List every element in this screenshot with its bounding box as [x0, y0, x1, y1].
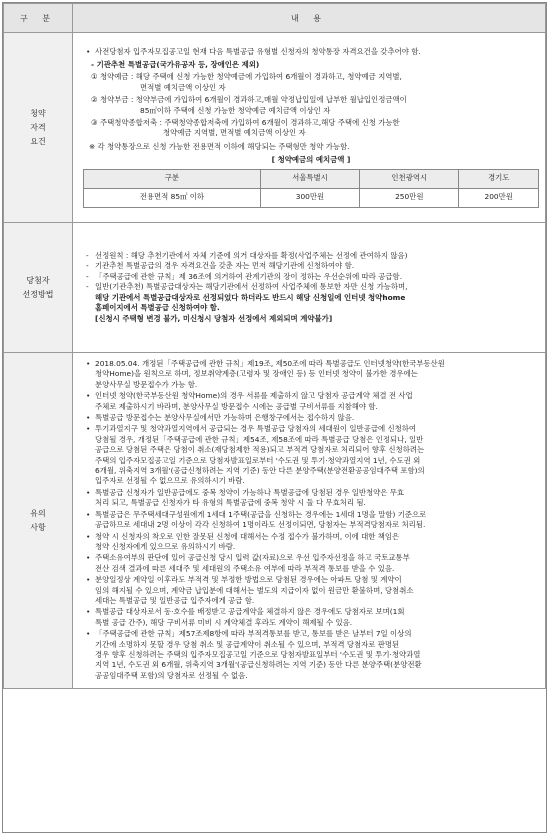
- notes-item-line: 지역 1년, 수도권 외 6개월, 위축지역 3개월'(공급신청하려는 지역 기준) 동안 다른 분양주택(분양전환: [95, 660, 422, 670]
- deposit-header-cell: 경기도: [459, 169, 539, 188]
- notes-item-line: 당첨될 경우, 개정된「주택공급에 관한 규칙」제54조, 제58조에 따라 특별공급 당첨은 인정되나, 일반: [95, 434, 424, 444]
- notes-item: [95, 391, 539, 412]
- notes-item-line: • 주택소유여부의 판단에 있어 공급신청 당시 입력 값(자료)으로 우선 입주자선정을 하고 국토교통부: [95, 553, 410, 563]
- notes-item-line: • 「주택공급에 관한 규칙」제57조제8항에 따라 부적격통보를 받고, 통보를 받은 날부터 7일 이상의: [95, 629, 412, 639]
- notes-item-line: 특별 공급 간주), 해당 구비서류 미비 시 계약체결 후라도 계약이 해제될 수 있음.: [95, 617, 353, 627]
- selection-item: - 기관추천 특별공급의 경우 자격요건을 갖춘 자는 먼저 해당기관에 신청하여야 함.: [95, 261, 539, 271]
- notes-item: [95, 575, 539, 606]
- notes-item-line: 청약Home)을 원칙으로 하며, 정보취약계층(고령자 및 장애인 등) 등 인터넷 청약이 불가한 경우에는: [95, 369, 418, 379]
- deposit-header-cell: 구분: [84, 169, 261, 188]
- notes-list: [83, 359, 539, 681]
- notes-item: [95, 488, 539, 509]
- notes-item-line: 6개월, 위축지역 3개월'(공급신청하려는 지역 기준) 동안 다른 분양주택(분양전환공공임대주택 포함)의: [95, 466, 425, 476]
- notes-item-line: • 특별공급 신청자가 일반공급에도 중복 청약이 가능하나 특별공급에 당첨된 경우 일반청약은 무효: [95, 487, 405, 497]
- eligibility-item: ① 청약예금 : 해당 주택에 신청 가능한 청약예금에 가입하여 6개월이 경과하고, 청약예금 지역별, 면적별 예치금액 이상인 자: [91, 72, 402, 92]
- selection-label: 당첨자 선정방법: [4, 223, 73, 353]
- notes-item-line: • 청약 시 신청자의 착오로 인한 잘못된 신청에 대해서는 수정 접수가 불가하며, 이에 대한 책임은: [95, 531, 400, 541]
- notes-item-line: 임의 해지될 수 있으며, 계약금 납입분에 대해서는 별도의 지급이자 없이 원금만 환불하며, 당첨취소: [95, 585, 414, 595]
- deposit-cell: 200만원: [459, 188, 539, 207]
- selection-item: - 일반(기관추천) 특별공급대상자는 해당기관에서 선정하여 사업주체에 통보한 자만 신청 가능하며,: [95, 282, 539, 292]
- selection-bold-line: 홈페이지에서 특별공급 신청하여야 함.: [95, 303, 220, 313]
- deposit-header-cell: 인천광역시: [360, 169, 459, 188]
- selection-bold-line: [신청시 주택형 변경 불가, 미신청시 당첨자 선정에서 제외되며 계약불가]: [95, 313, 333, 323]
- notes-item: [95, 413, 539, 423]
- deposit-header-cell: 서울특별시: [260, 169, 359, 188]
- notes-item-line: 분양사무실 방문접수가 가능 함.: [95, 379, 198, 389]
- selection-item: - 「주택공급에 관한 규칙」제 36조에 의거하여 관계기관의 장이 정하는 우선순위에 따라 공급함.: [95, 272, 539, 282]
- notes-item: [95, 553, 539, 574]
- notes-item: [95, 607, 539, 628]
- notes-item-line: • 인터넷 청약(한국부동산원 청약Home)의 경우 서류를 제출하지 않고 당첨자 공급계약 체결 전 사업: [95, 391, 413, 401]
- notes-item-line: 주택의 입주자모집공고일 기준으로 당첨자발표일로부터 '수도권 및 투기·청약과열지역 1년, 수도권 외: [95, 455, 421, 465]
- notes-item-line: 공급하므로 세대내 2명 이상이 각각 신청하여 1명이라도 선정이되면, 당첨자는 부적격당첨자로 처리됨.: [95, 520, 426, 530]
- deposit-cell: 300만원: [260, 188, 359, 207]
- eligibility-label: 청약 자격 요건: [4, 33, 73, 223]
- eligibility-subtitle: - 기관추천 특별공급(국가유공자 등, 장애인은 제외): [91, 59, 260, 69]
- notes-item: [95, 424, 539, 486]
- deposit-cell: 전용면적 85㎡ 이하: [84, 188, 261, 207]
- selection-item: - 선정원칙 : 해당 추천기관에서 자체 기준에 의거 대상자를 확정(사업주체는 선정에 관여하지 않음): [95, 251, 539, 261]
- notes-item-line: • 2018.05.04. 개정된「주택공급에 관한 규칙」제19조, 제50조에 따라 특별공급도 인터넷청약(한국부동산원: [95, 359, 445, 368]
- eligibility-content: [73, 33, 546, 223]
- notice-table: [3, 3, 546, 689]
- notes-item: [95, 359, 539, 390]
- notes-item-line: • 투기과열지구 및 청약과열지역에서 공급되는 경우 특별공급 당첨자의 세대원이 일반공급에 신청하여: [95, 424, 417, 434]
- notes-item-line: 경우 향후 신청하려는 주택의 입주자모집공고일 기준으로 당첨자발표일부터 '수도권 및 투기·청약과열: [95, 649, 421, 659]
- selection-bold-line: 해당 기관에서 특별공급대상자로 선정되었다 하더라도 반드시 해당 신청일에 인터넷 청약home: [95, 292, 406, 302]
- notes-item-line: 세대는 특별공급 및 일반공급 입주자에게 공급 함.: [95, 595, 255, 605]
- notes-label: 유의 사항: [4, 353, 73, 689]
- header-content: 내 용: [73, 4, 546, 33]
- notes-item-line: • 특별공급 방문접수는 분양사무실에서만 가능하며 은행창구에서는 접수하지 않음.: [95, 413, 355, 423]
- notes-item-line: • 분양일정상 계약일 이후라도 부적격 및 부정한 방법으로 당첨된 경우에는 아파트 당첨 및 계약이: [95, 575, 402, 585]
- eligibility-item: ② 청약부금 : 청약부금에 가입하여 6개월이 경과하고,매월 약정납입일에 납부한 월납입인정금액이 85㎡이하 주택에 신청 가능한 청약예금 예치금액 이상인 자: [91, 95, 407, 115]
- notes-item-line: 공급으로 당첨된 주택은 당첨이 취소(재당첨제한 적용)되고 부적격 당첨자로 처리되어 향후 신청하려는: [95, 445, 425, 455]
- notes-item-line: 공공임대주택 포함)의 당첨자로 선정될 수 없음.: [95, 670, 248, 680]
- deposit-table: [83, 169, 539, 208]
- notes-item-line: 전산 검색 결과에 따른 세대주 및 세대원의 주택소유 여부에 따라 부적격 통보를 받을 수 있음.: [95, 563, 395, 573]
- deposit-cell: 250만원: [360, 188, 459, 207]
- notice-document: [2, 2, 547, 833]
- notes-item-line: 청약 신청자에게 있으므로 유의하시기 바람.: [95, 541, 236, 551]
- notes-content: [73, 353, 546, 689]
- notes-item: [95, 510, 539, 531]
- notes-item-line: • 특별공급은 무주택세대구성원에게 1세대 1주택(공급을 신청하는 경우에는 1세대 1명을 말함) 기준으로: [95, 509, 427, 519]
- selection-content: [73, 223, 546, 353]
- notes-item-line: 기간에 소명하지 못할 경우 당첨 취소 및 공급계약이 취소될 수 있으며, 부적격 당첨자로 판명된: [95, 639, 400, 649]
- header-category: 구 분: [4, 4, 73, 33]
- notes-item: [95, 629, 539, 681]
- notes-item-line: 주체로 제출하시기 바라며, 분양사무실 방문접수 시에는 공급별 구비서류를 지참해야 함.: [95, 401, 378, 411]
- notes-item-line: 처리 되고, 특별공급 신청자가 타 유형의 특별공급에 중복 청약 시 둘 다 무효처리 됨.: [95, 498, 366, 508]
- eligibility-note: ※ 각 청약통장으로 신청 가능한 전용면적 이하에 해당되는 주택형만 청약 가능함.: [89, 141, 350, 151]
- deposit-table-title: [ 청약예금의 예치금액 ]: [271, 155, 351, 165]
- notes-item-line: 입주자로 선정될 수 없으므로 유의하시기 바람.: [95, 476, 245, 486]
- notes-item-line: • 특별공급 대상자로서 동·호수를 배정받고 공급계약을 체결하지 않은 경우에도 당첨자로 보며(1회: [95, 607, 405, 617]
- eligibility-item: ③ 주택청약종합저축 : 주택청약종합저축에 가입하여 6개월이 경과하고,해당 주택에 신청 가능한 청약예금 지역별, 면적별 예치금액 이상인 자: [91, 117, 400, 138]
- notes-item: [95, 532, 539, 553]
- eligibility-intro: • 사전당첨자 입주자모집공고일 현재 다음 특별공급 유형별 신청자의 청약통장 자격요건을 갖추어야 함.: [95, 47, 539, 57]
